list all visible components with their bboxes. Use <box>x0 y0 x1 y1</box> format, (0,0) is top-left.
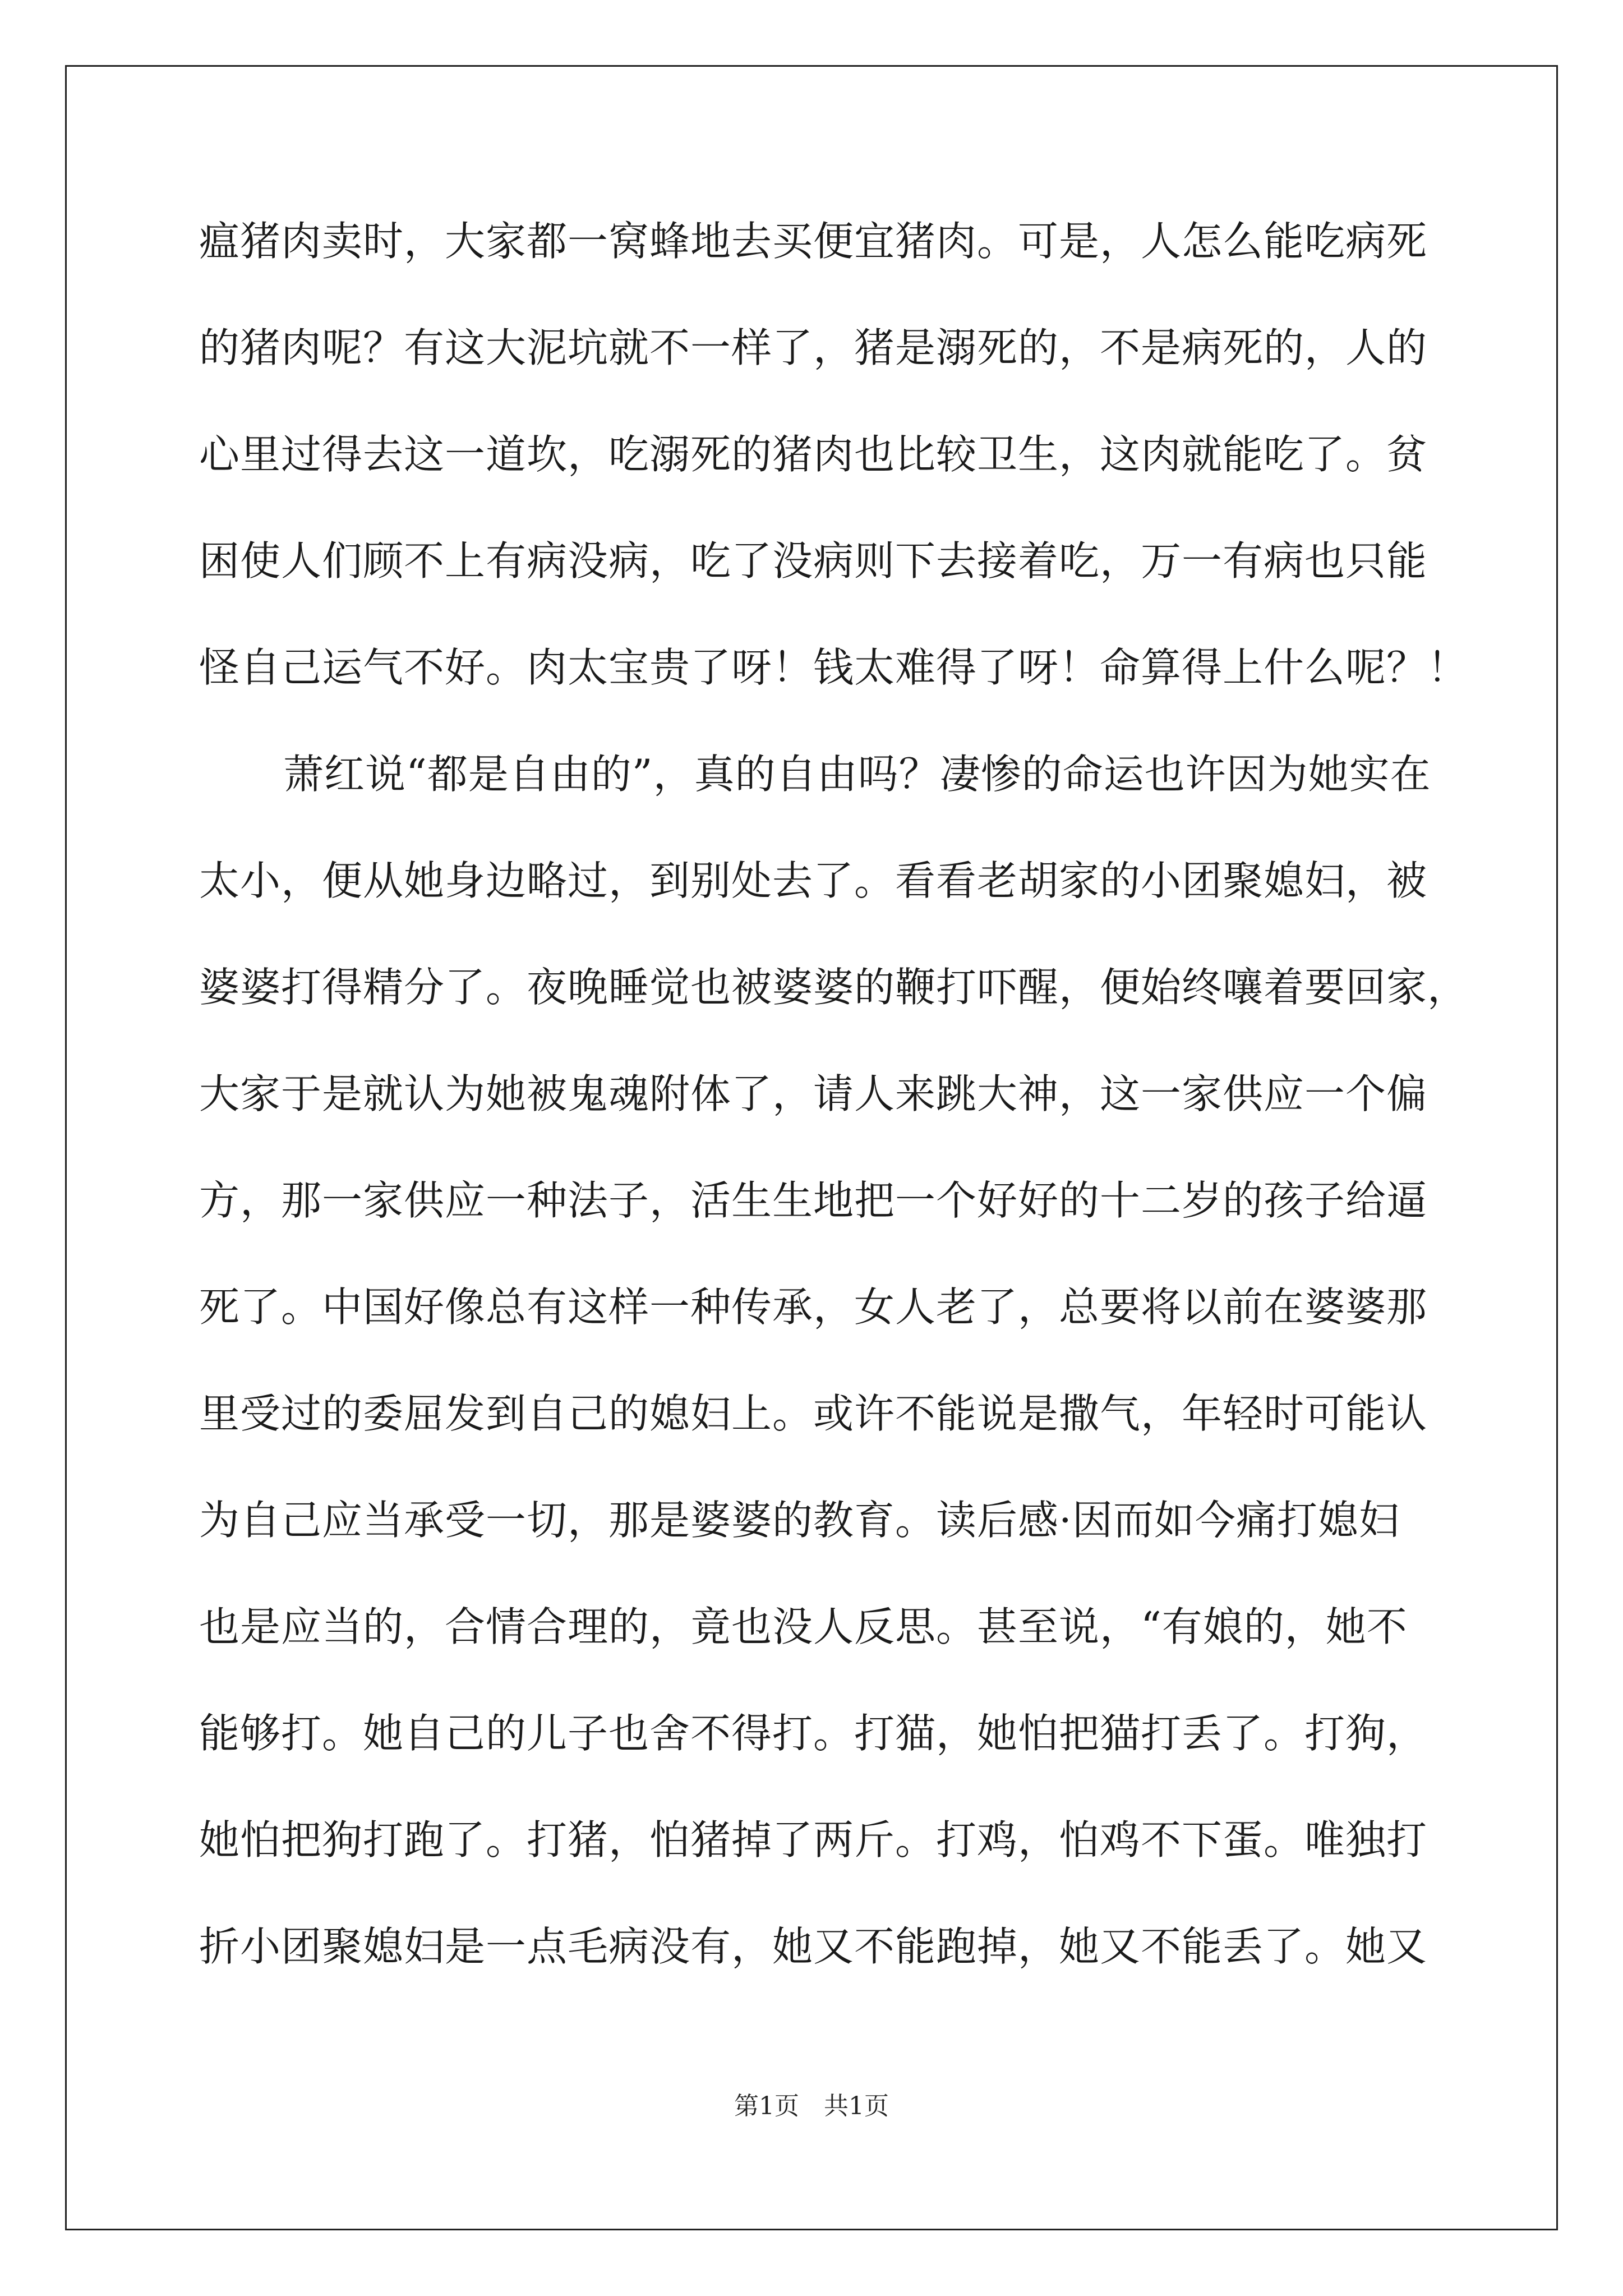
text-line: 心里过得去这一道坎，吃溺死的猪肉也比较卫生，这肉就能吃了。贫 <box>199 431 1428 478</box>
paragraph-start-line: 萧红说“都是自由的”，真的自由吗？凄惨的命运也许因为她实在 <box>283 751 1431 798</box>
text-line: 瘟猪肉卖时，大家都一窝蜂地去买便宜猪肉。可是，人怎么能吃病死 <box>199 218 1428 265</box>
text-line: 方，那一家供应一种法子，活生生地把一个好好的十二岁的孩子给逼 <box>199 1177 1428 1224</box>
body-text <box>199 208 1469 2019</box>
text-line: 她怕把狗打跑了。打猪，怕猪掉了两斤。打鸡，怕鸡不下蛋。唯独打 <box>199 1816 1428 1864</box>
text-line: 困使人们顾不上有病没病，吃了没病则下去接着吃，万一有病也只能 <box>199 537 1428 585</box>
page-number-footer: 第1页 共1页 <box>734 2092 889 2120</box>
text-line: 死了。中国好像总有这样一种传承，女人老了，总要将以前在婆婆那 <box>199 1283 1428 1331</box>
text-line: 里受过的委屈发到自己的媳妇上。或许不能说是撒气，年轻时可能认 <box>199 1390 1428 1437</box>
text-line: 也是应当的，合情合理的，竟也没人反思。甚至说，“有娘的，她不 <box>199 1603 1408 1650</box>
text-line: 的猪肉呢？有这大泥坑就不一样了，猪是溺死的，不是病死的，人的 <box>199 324 1428 371</box>
text-line: 为自己应当承受一切，那是婆婆的教育。读后感·因而如今痛打媳妇 <box>199 1497 1400 1544</box>
text-line: 怪自己运气不好。肉太宝贵了呀！钱太难得了呀！命算得上什么呢？！ <box>199 644 1469 691</box>
text-line: 大家于是就认为她被鬼魂附体了，请人来跳大神，这一家供应一个偏 <box>199 1070 1428 1117</box>
text-line: 能够打。她自己的儿子也舍不得打。打猫，她怕把猫打丢了。打狗， <box>199 1710 1428 1757</box>
text-line: 婆婆打得精分了。夜晚睡觉也被婆婆的鞭打吓醒，便始终嚷着要回家， <box>199 964 1469 1011</box>
text-line: 折小团聚媳妇是一点毛病没有，她又不能跑掉，她又不能丢了。她又 <box>199 1923 1428 1970</box>
text-line: 太小，便从她身边略过，到别处去了。看看老胡家的小团聚媳妇，被 <box>199 857 1428 904</box>
